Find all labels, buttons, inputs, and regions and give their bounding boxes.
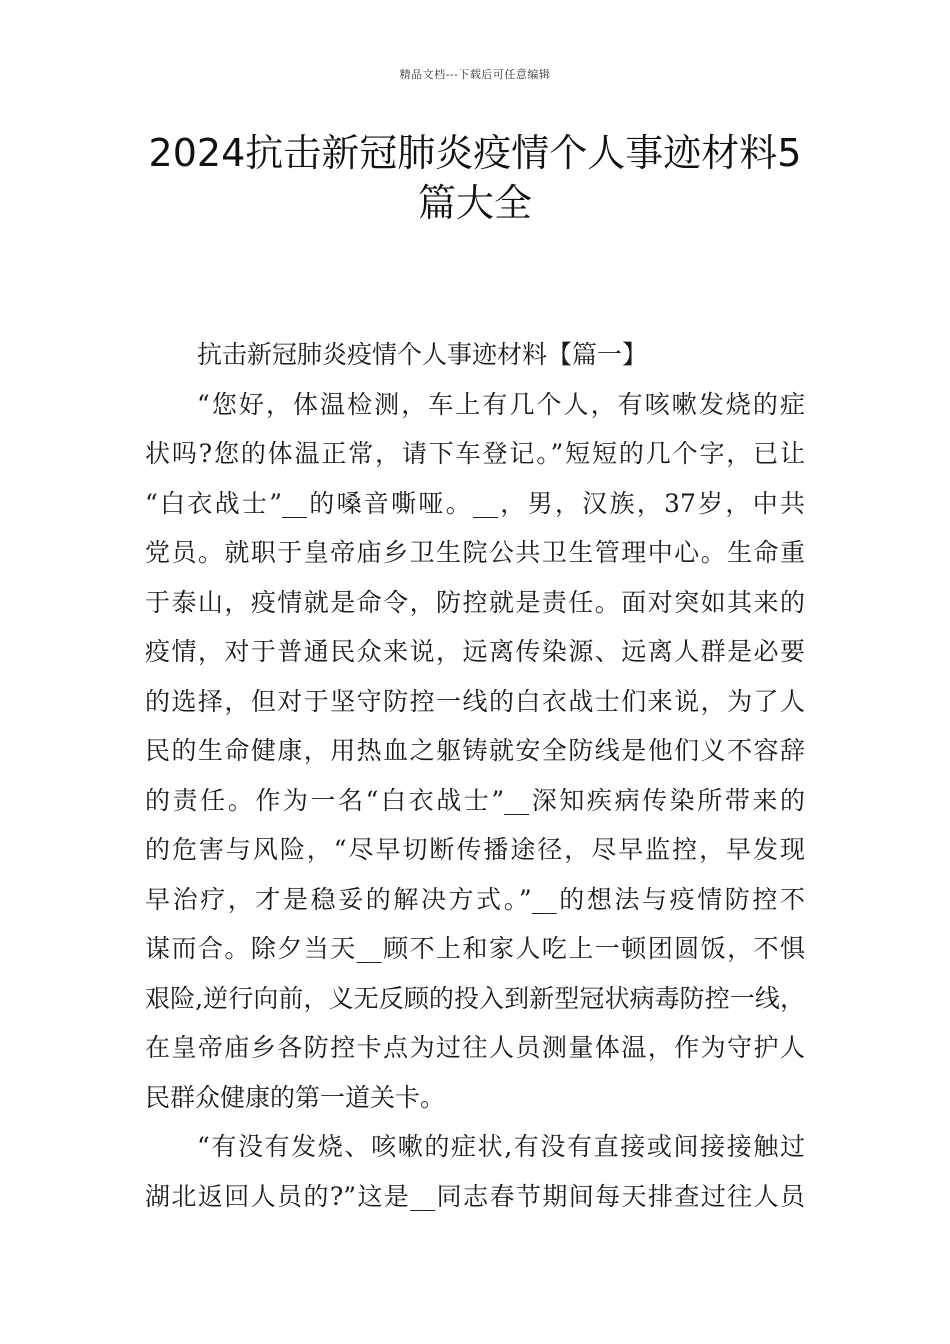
paragraph-line: 的危害与风险，“尽早切断传播途径，尽早监控，早发现	[145, 835, 805, 864]
paragraph-line: 疫情，对于普通民众来说，远离传染源、远离人群是必要	[145, 637, 805, 666]
paragraph-line: 状吗?您的体温正常，请下车登记。”短短的几个字，已让	[145, 439, 805, 468]
paragraph-line: 在皇帝庙乡各防控卡点为过往人员测量体温，作为守护人	[145, 1033, 805, 1062]
paragraph-line: 党员。就职于皇帝庙乡卫生院公共卫生管理中心。生命重	[145, 538, 805, 567]
paragraph-line: “白衣战士”__的嗓音嘶哑。__，男，汉族，37岁，中共	[145, 488, 805, 518]
paragraph-line: 民群众健康的第一道关卡。	[145, 1082, 446, 1112]
paragraph-line: 湖北返回人员的?”这是__同志春节期间每天排查过往人员	[145, 1181, 805, 1211]
paragraph-line: “您好，体温检测，车上有几个人，有咳嗽发烧的症	[197, 389, 805, 419]
paragraph-line: 民的生命健康，用热血之躯铸就安全防线是他们义不容辞	[145, 736, 805, 765]
document-body	[145, 330, 805, 1221]
title-line-2: 篇大全	[417, 181, 532, 225]
paragraph-line: 的选择，但对于坚守防控一线的白衣战士们来说，为了人	[145, 686, 805, 716]
paragraph-line: 早治疗，才是稳妥的解决方式。”__的想法与疫情防控不	[145, 884, 805, 914]
paragraph-line: 的责任。作为一名“白衣战士”__深知疾病传染所带来的	[145, 785, 805, 815]
section-heading: 抗击新冠肺炎疫情个人事迹材料【篇一】	[197, 340, 648, 369]
paragraph-2	[145, 1122, 805, 1221]
paragraph-line: 谋而合。除夕当天__顾不上和家人吃上一顿团圆饭，不惧	[145, 934, 805, 963]
document-title	[140, 128, 810, 228]
paragraph-line: 艰险,逆行向前，义无反顾的投入到新型冠状病毒防控一线，	[145, 983, 805, 1013]
header-note: 精品文档---下载后可任意编辑	[399, 68, 551, 81]
paragraph-line: 于泰山，疫情就是命令，防控就是责任。面对突如其来的	[145, 587, 805, 617]
title-line-1: 2024抗击新冠肺炎疫情个人事迹材料5	[148, 131, 802, 175]
paragraph-1	[145, 380, 805, 1123]
paragraph-line: “有没有发烧、咳嗽的症状,有没有直接或间接接触过	[197, 1132, 805, 1161]
